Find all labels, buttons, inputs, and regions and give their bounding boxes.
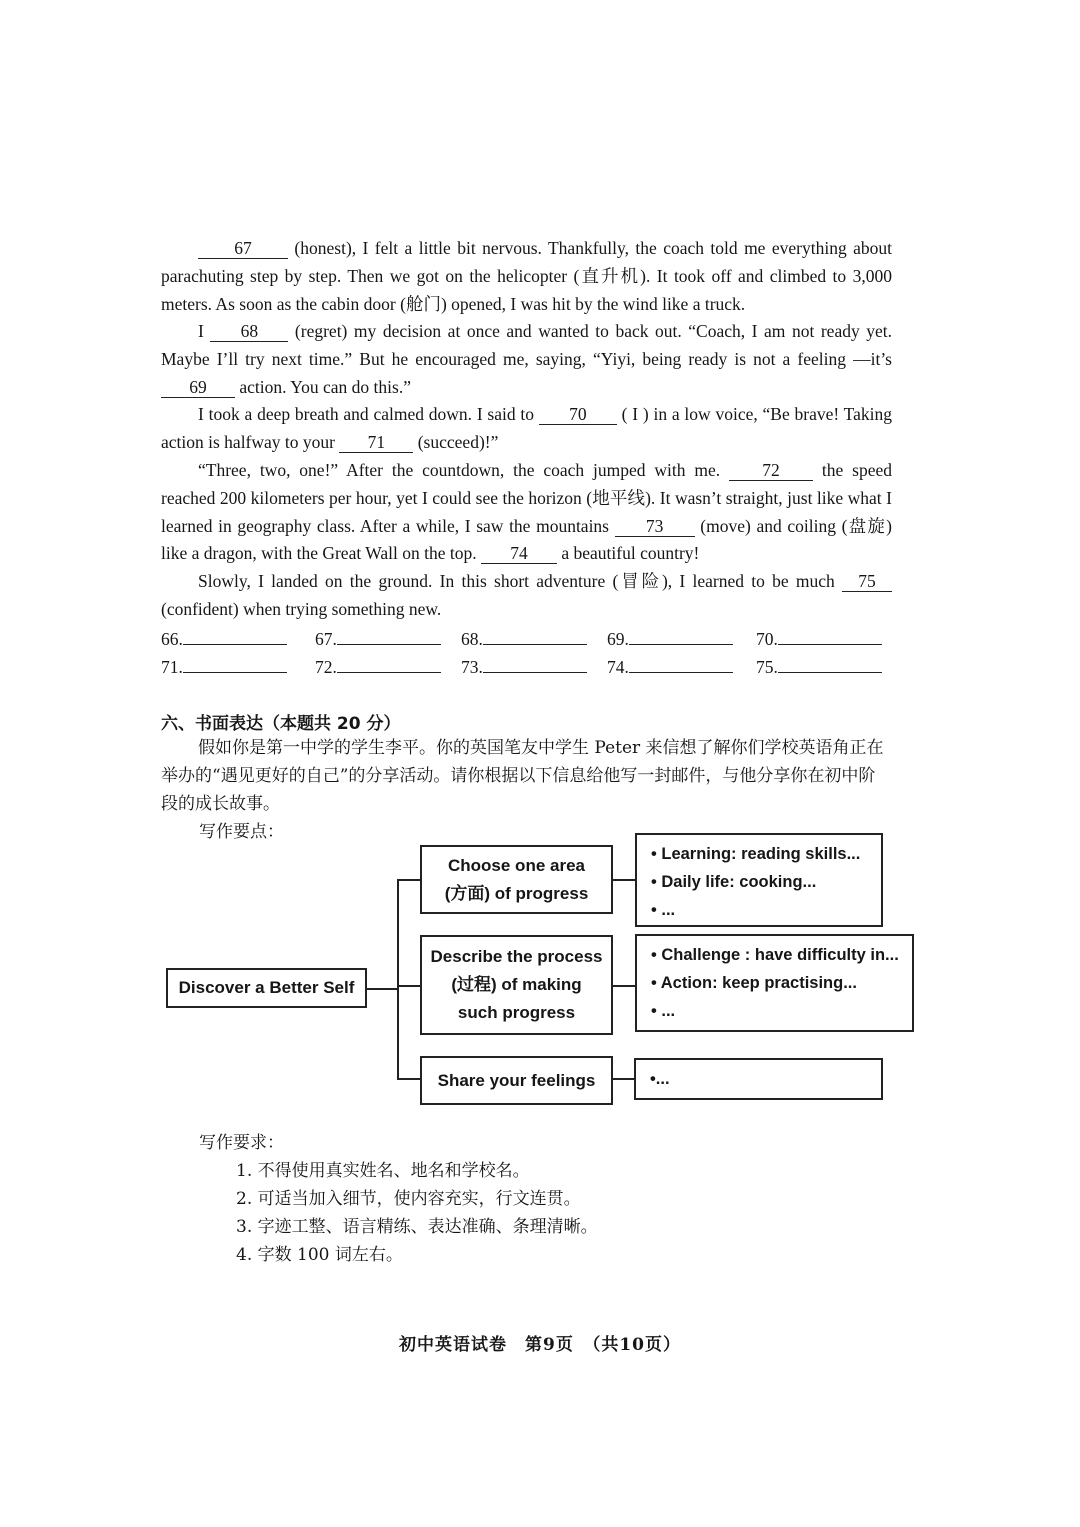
diagram-root-box: Discover a Better Self	[166, 968, 367, 1008]
detail-box-feelings: •...	[634, 1058, 883, 1100]
answer-slot[interactable]: 72.	[315, 654, 441, 678]
answer-slot[interactable]: 68.	[461, 626, 587, 650]
answer-slot[interactable]: 66.	[161, 626, 287, 650]
passage-paragraph-2: I 68 (regret) my decision at once and wanted to back out. “Coach, I am not ready yet. Maybe I’ll try next time.” But he encouraged me, saying, “Yiyi, being ready is not a feeling —it’s 69 action. You can do this.”	[161, 321, 893, 397]
detail-box-area: • Learning: reading skills... • Daily life: cooking... • ...	[635, 833, 883, 927]
answer-row-2	[161, 654, 892, 682]
answer-row-1	[161, 626, 892, 654]
answer-slot[interactable]: 70.	[756, 626, 882, 650]
requirement-item: 4. 字数 100 词左右。	[236, 1245, 403, 1265]
blank-67: 67	[198, 238, 288, 259]
blank-68: 68	[210, 321, 288, 342]
passage-paragraph-1	[161, 235, 892, 318]
answer-slot[interactable]: 75.	[756, 654, 882, 678]
branch-box-feelings: Share your feelings	[420, 1056, 613, 1105]
passage-paragraph-3: I took a deep breath and calmed down. I said to 70 ( I ) in a low voice, “Be brave! Taking action is halfway to your 71 (succeed)!”	[161, 404, 893, 452]
connector	[397, 1078, 420, 1080]
answer-slot[interactable]: 71.	[161, 654, 287, 678]
page-footer: 初中英语试卷 第9页 （共10页）	[399, 1335, 681, 1355]
requirement-item: 2. 可适当加入细节，使内容充实，行文连贯。	[236, 1189, 581, 1209]
blank-71: 71	[339, 432, 413, 453]
answer-slot[interactable]: 69.	[607, 626, 733, 650]
connector	[367, 988, 398, 990]
connector	[612, 879, 635, 881]
writing-prompt: 假如你是第一中学的学生李平。你的英国笔友中学生 Peter 来信想了解你们学校英语角正在举办的“遇见更好的自己”的分享活动。请你根据以下信息给他写一封邮件，与他分享你在初中阶段的成长故事。	[161, 738, 884, 814]
requirement-item: 3. 字迹工整、语言精练、表达准确、条理清晰。	[236, 1217, 598, 1237]
requirements-label: 写作要求：	[199, 1133, 284, 1153]
detail-box-process: • Challenge : have difficulty in... • Action: keep practising... • ...	[635, 934, 914, 1032]
blank-74: 74	[481, 543, 557, 564]
writing-points-label: 写作要点：	[199, 822, 284, 842]
blank-73: 73	[615, 516, 695, 537]
answer-slot[interactable]: 74.	[607, 654, 733, 678]
requirement-item: 1. 不得使用真实姓名、地名和学校名。	[236, 1161, 530, 1181]
answer-slot[interactable]: 73.	[461, 654, 587, 678]
branch-box-area: Choose one area (方面) of progress	[420, 845, 613, 914]
passage-paragraph-5: Slowly, I landed on the ground. In this short adventure (冒险), I learned to be much 75 (confident) when trying something new.	[161, 568, 892, 624]
connector	[612, 985, 635, 987]
blank-72: 72	[729, 460, 813, 481]
connector	[397, 879, 399, 1080]
branch-box-process: Describe the process (过程) of making such progress	[420, 935, 613, 1035]
passage-text: (honest), I felt a little bit nervous. Thankfully, the coach told me everything about parachuting step by step. Then we got on the helicopter (直升机). It took off and climbed to 3,000 meters. As soon as the cabin door (舱门) opened, I was hit by the wind like a truck.	[161, 238, 892, 314]
blank-75: 75	[842, 571, 892, 592]
connector	[397, 879, 420, 881]
connector	[397, 985, 420, 987]
answer-slot[interactable]: 67.	[315, 626, 441, 650]
blank-70: 70	[539, 404, 617, 425]
blank-69: 69	[161, 377, 235, 398]
writing-section-title: 六、书面表达（本题共 20 分）	[161, 714, 401, 734]
connector	[612, 1078, 634, 1080]
passage-paragraph-4: “Three, two, one!” After the countdown, the coach jumped with me. 72 the speed reached 200 kilometers per hour, yet I could see the horizon (地平线). It wasn’t straight, just like what I learned in geography class. After a while, I saw the mountains 73 (move) and coiling (盘旋) like a dragon, with the Great Wall on the top. 74 a beautiful country!	[161, 460, 893, 564]
